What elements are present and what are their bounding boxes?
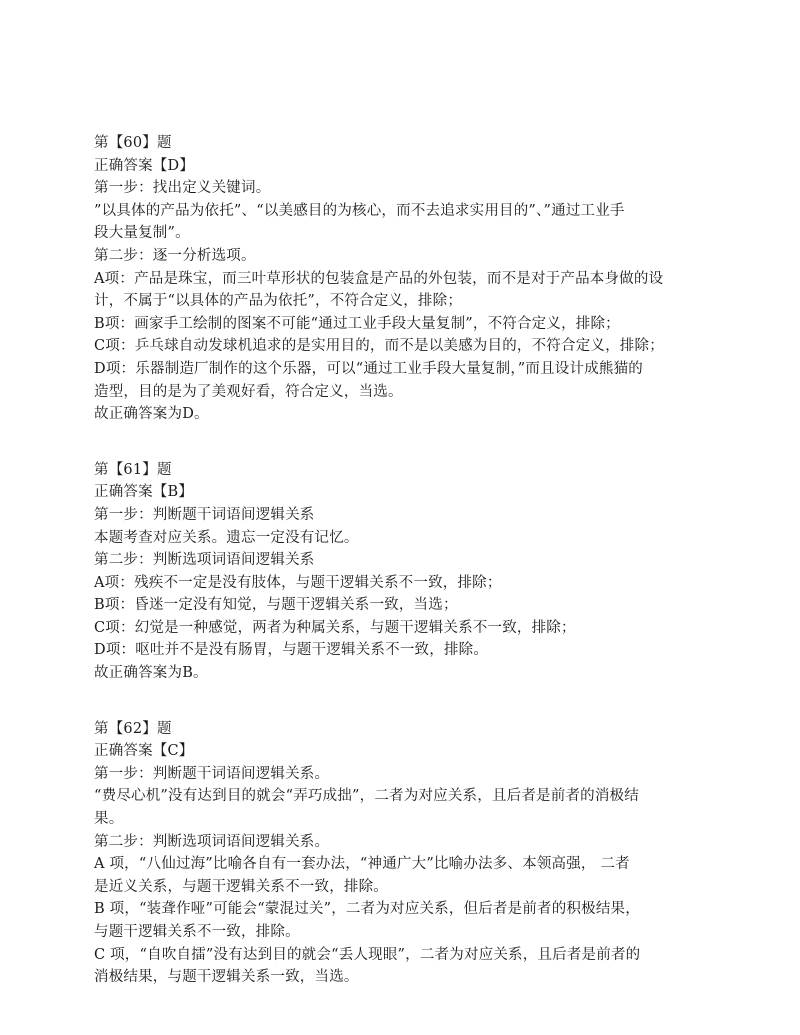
explanation-line: 第二步：判断选项词语间逻辑关系: [94, 552, 315, 569]
explanation-line: B项：画家手工绘制的图案不可能“通过工业手段大量复制”，不符合定义，排除；: [94, 315, 620, 332]
explanation-line: 第二步：逐一分析选项。: [94, 247, 256, 264]
question-heading: 第【60】题: [94, 135, 172, 151]
explanation-line: “费尽心机”没有达到目的就会“弄巧成拙”，二者为对应关系，且后者是前者的消极结: [94, 788, 639, 805]
explanation-line: 计，不属于“以具体的产品为依托”，不符合定义，排除；: [94, 293, 463, 310]
final-answer: 故正确答案为B。: [94, 665, 208, 682]
explanation-line: C项：乒乓球自动发球机追求的是实用目的，而不是以美感为目的，不符合定义，排除；: [94, 338, 664, 355]
correct-answer: 正确答案【C】: [94, 743, 194, 760]
explanation-line: 第一步：找出定义关键词。: [94, 180, 271, 197]
explanation-line: 与题干逻辑关系不一致，排除。: [94, 924, 300, 940]
question-61-section: [94, 459, 734, 685]
explanation-line: 第一步：判断题干词语间逻辑关系。: [94, 765, 330, 782]
explanation-line: 第二步：判断选项词语间逻辑关系。: [94, 833, 330, 850]
question-heading: 第【61】题: [94, 461, 172, 478]
answer-explanations: [94, 132, 734, 989]
explanation-line: 本题考查对应关系。遗忘一定没有记忆。: [94, 529, 359, 546]
correct-answer: 正确答案【D】: [94, 157, 195, 174]
correct-answer: 正确答案【B】: [94, 484, 194, 501]
explanation-line: 果。: [94, 811, 124, 828]
explanation-line: C项：幻觉是一种感觉，两者为种属关系，与题干逻辑关系不一致，排除；: [94, 619, 576, 636]
explanation-line: 是近义关系，与题干逻辑关系不一致，排除。: [94, 878, 388, 895]
explanation-line: 造型，目的是为了美观好看，符合定义，当选。: [94, 383, 403, 400]
explanation-line: A项：残疾不一定是没有肢体，与题干逻辑关系不一致，排除；: [94, 574, 502, 591]
explanation-line: A 项，“八仙过海”比喻各自有一套办法，“神通广大”比喻办法多、本领高强， 二者: [94, 856, 630, 873]
explanation-line: D项：呕吐并不是没有肠胃，与题干逻辑关系不一致，排除。: [94, 642, 489, 659]
explanation-line: 第一步：判断题干词语间逻辑关系: [94, 506, 315, 523]
question-heading: 第【62】题: [94, 720, 172, 737]
explanation-line: 段大量复制”。: [94, 225, 190, 242]
final-answer: 故正确答案为D。: [94, 406, 209, 423]
explanation-line: D项：乐器制造厂制作的这个乐器，可以“通过工业手段大量复制，”而且设计成熊猫的: [94, 360, 643, 377]
explanation-line: 消极结果，与题干逻辑关系一致，当选。: [94, 969, 359, 986]
explanation-line: C 项，“自吹自擂”没有达到目的就会“丢人现眼”，二者为对应关系，且后者是前者的: [94, 946, 641, 963]
explanation-line: A项：产品是珠宝，而三叶草形状的包装盒是产品的外包装，而不是对于产品本身做的设: [94, 270, 664, 287]
explanation-line: ”以具体的产品为依托”、“以美感目的为核心，而不去追求实用目的”、”通过工业手: [94, 202, 625, 219]
explanation-line: B项：昏迷一定没有知觉，与题干逻辑关系一致，当选；: [94, 597, 458, 614]
explanation-line: B 项，“装聋作哑”可能会“蒙混过关”，二者为对应关系，但后者是前者的积极结果，: [94, 901, 640, 918]
question-60-section: [94, 132, 734, 426]
question-62-section: [94, 718, 734, 989]
